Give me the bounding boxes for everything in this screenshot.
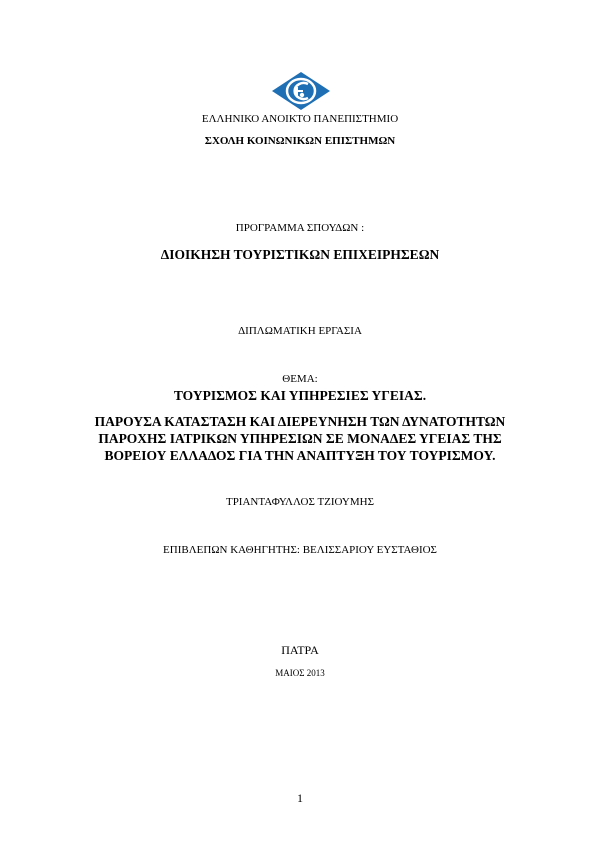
school-name: ΣΧΟΛΗ ΚΟΙΝΩΝΙΚΩΝ ΕΠΙΣΤΗΜΩΝ xyxy=(204,135,396,147)
program-name: ΔΙΟΙΚΗΣΗ ΤΟΥΡΙΣΤΙΚΩΝ ΕΠΙΧΕΙΡΗΣΕΩΝ xyxy=(160,247,440,262)
topic-line: ΤΟΥΡΙΣΜΟΣ ΚΑΙ ΥΠΗΡΕΣΙΕΣ ΥΓΕΙΑΣ. xyxy=(173,388,427,403)
university-name: ΕΛΛΗΝΙΚΟ ΑΝΟΙΚΤΟ ΠΑΝΕΠΙΣΤΗΜΙΟ xyxy=(201,113,399,125)
topic-label: ΘΕΜΑ: xyxy=(282,373,318,385)
page-number: 1 xyxy=(297,791,303,805)
place: ΠΑΤΡΑ xyxy=(281,643,319,657)
program-label: ΠΡΟΓΡΑΜΜΑ ΣΠΟΥΔΩΝ : xyxy=(235,222,365,234)
university-logo-icon xyxy=(271,71,331,111)
topic-line: ΒΟΡΕΙΟΥ ΕΛΛΑΔΟΣ ΓΙΑ ΤΗΝ ΑΝΑΠΤΥΞΗ ΤΟΥ ΤΟΥΡΙΣΜΟΥ. xyxy=(104,448,496,463)
date: ΜΑΙΟΣ 2013 xyxy=(275,668,325,678)
document-type: ΔΙΠΛΩΜΑΤΙΚΗ ΕΡΓΑΣΙΑ xyxy=(238,325,362,337)
topic-line: ΠΑΡΟΧΗΣ ΙΑΤΡΙΚΩΝ ΥΠΗΡΕΣΙΩΝ ΣΕ ΜΟΝΑΔΕΣ ΥΓΕΙΑΣ ΤΗΣ xyxy=(98,431,502,446)
supervisor-line: ΕΠΙΒΛΕΠΩΝ ΚΑΘΗΓΗΤΗΣ: ΒΕΛΙΣΣΑΡΙΟΥ ΕΥΣΤΑΘΙΟΣ xyxy=(163,544,437,556)
topic-line: ΠΑΡΟΥΣΑ ΚΑΤΑΣΤΑΣΗ ΚΑΙ ΔΙΕΡΕΥΝΗΣΗ ΤΩΝ ΔΥΝΑΤΟΤΗΤΩΝ xyxy=(94,414,506,429)
author-name: ΤΡΙΑΝΤΑΦΥΛΛΟΣ ΤΖΙΟΥΜΗΣ xyxy=(225,496,375,508)
